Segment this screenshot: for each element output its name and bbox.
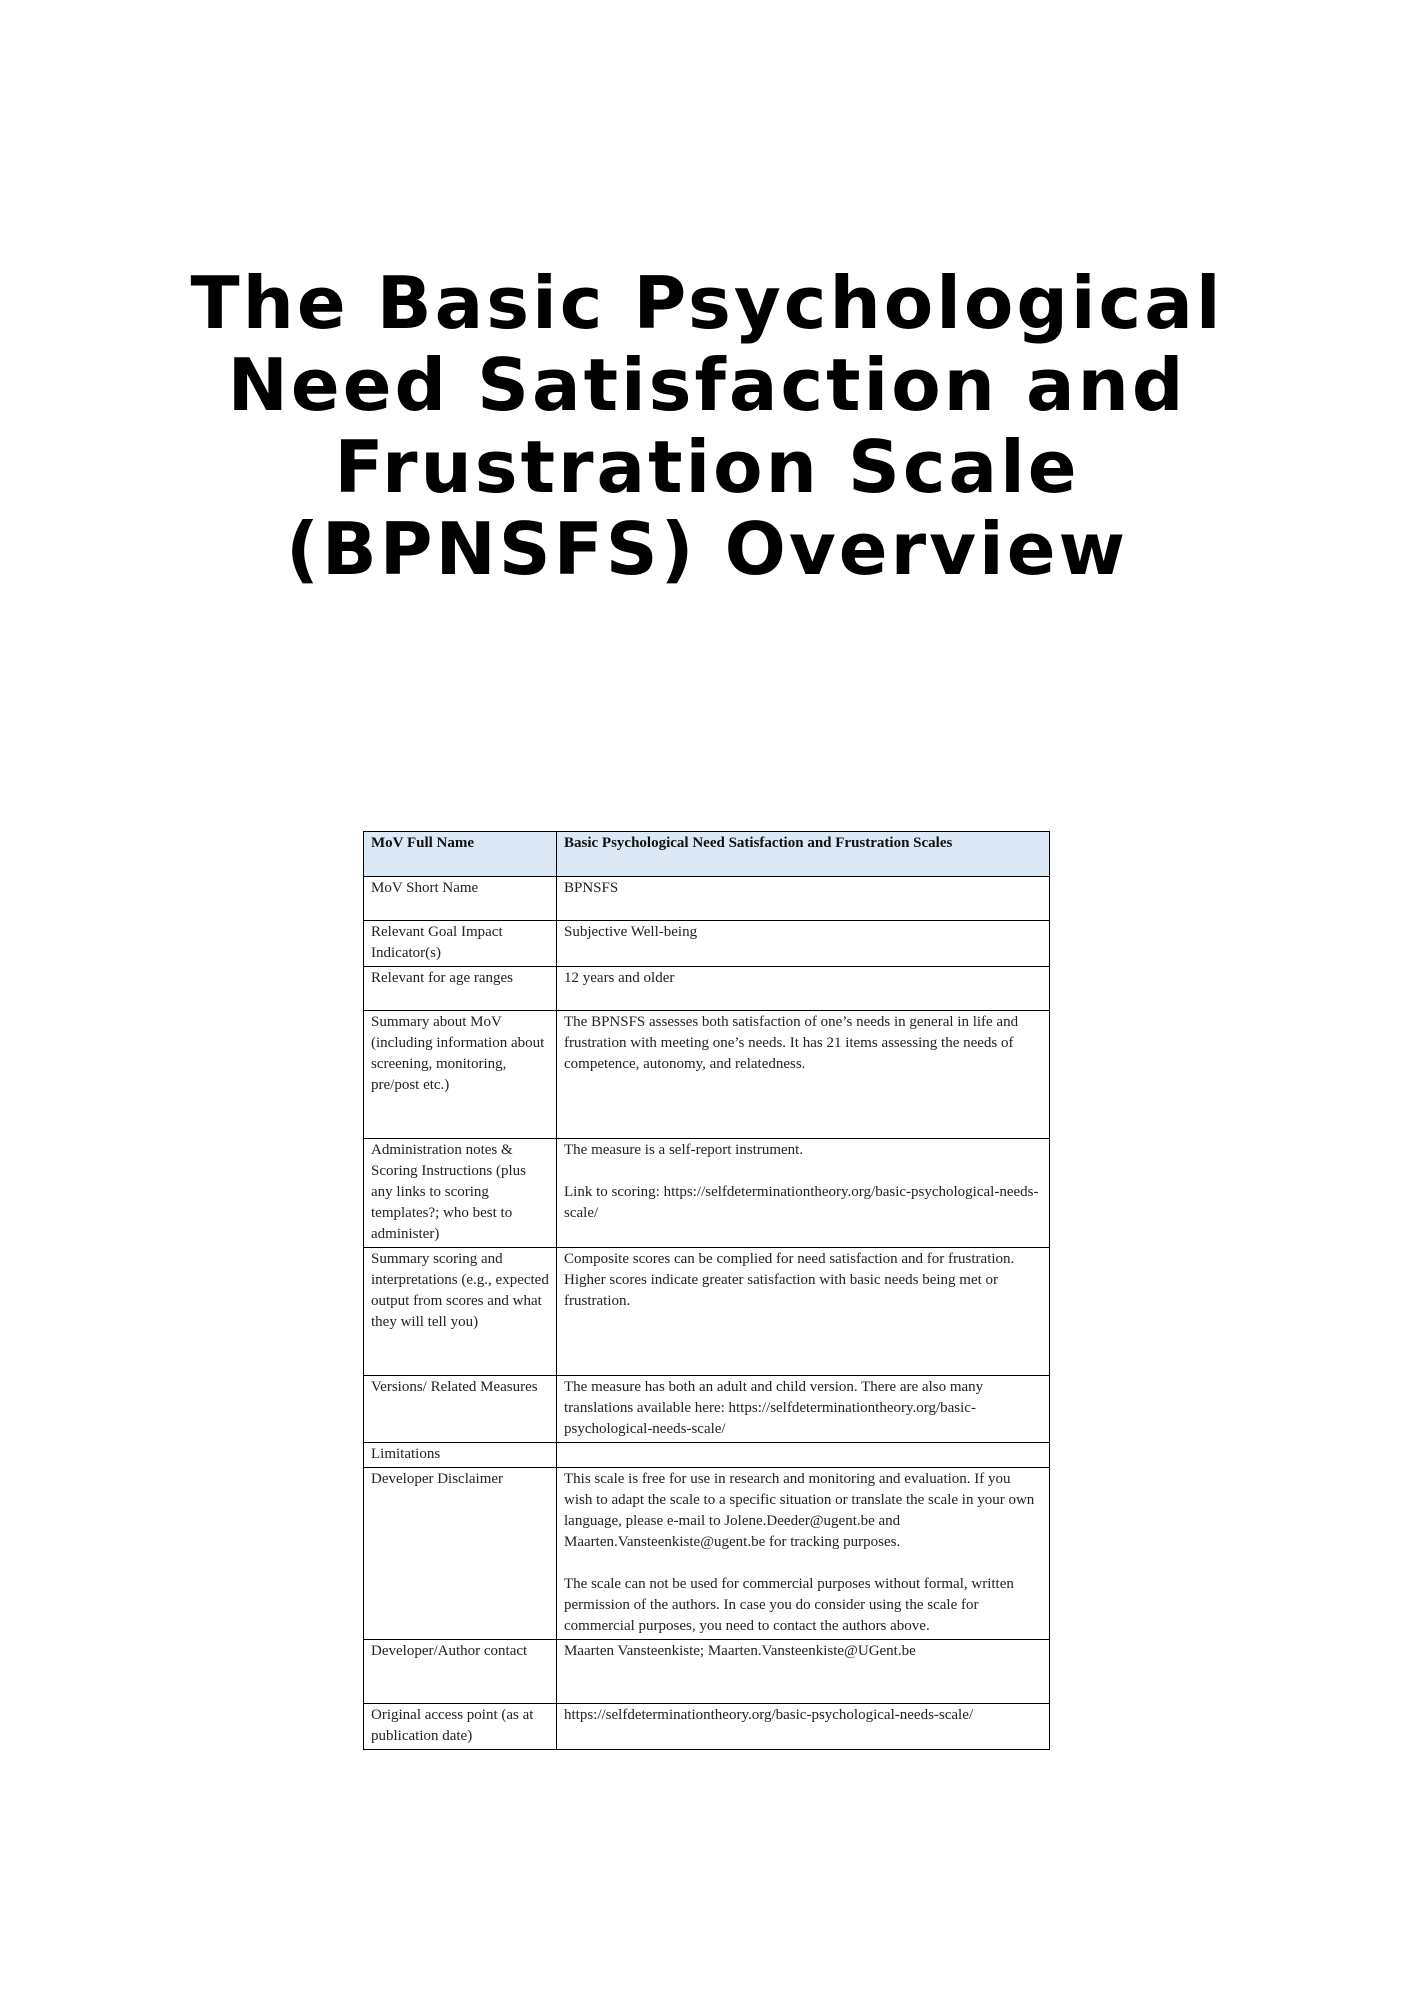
row-value-cell [557, 967, 1050, 1011]
table-row [364, 1376, 1050, 1443]
table-row [364, 967, 1050, 1011]
table-row [364, 1248, 1050, 1376]
value-paragraph: This scale is free for use in research and monitoring and evaluation. If you wish to adapt the scale to a specific situation or translate the scale in your own language, please e-mail to Jolene.Deeder@ugent.be and Maarten.Vansteenkiste@ugent.be for tracking purposes. [564, 1471, 1035, 1550]
header-value-cell: Basic Psychological Need Satisfaction and Frustration Scales [557, 832, 1050, 877]
header-label-cell: MoV Full Name [364, 832, 557, 877]
row-label-cell: Relevant for age ranges [364, 967, 557, 1011]
row-value-cell [557, 1640, 1050, 1704]
title-line: Frustration Scale [334, 425, 1080, 509]
row-value-cell [557, 1011, 1050, 1139]
value-paragraph: BPNSFS [564, 880, 619, 896]
row-value-cell [557, 1704, 1050, 1750]
mov-summary-table [363, 831, 1050, 1750]
row-label-cell: Versions/ Related Measures [364, 1376, 557, 1443]
row-label-cell: Developer Disclaimer [364, 1468, 557, 1640]
table-row [364, 877, 1050, 921]
row-label-cell: Summary scoring and interpretations (e.g., expected output from scores and what they will tell you) [364, 1248, 557, 1376]
row-value-cell [557, 1443, 1050, 1468]
value-paragraph: Maarten Vansteenkiste; Maarten.Vansteenkiste@UGent.be [564, 1643, 916, 1659]
table-header-row [364, 832, 1050, 877]
value-paragraph: The measure has both an adult and child version. There are also many translations available here: https://selfdeterminationtheory.org/basic-psychological-needs-scale/ [564, 1379, 984, 1437]
table-row [364, 921, 1050, 967]
row-label-cell: MoV Short Name [364, 877, 557, 921]
table-row [364, 1468, 1050, 1640]
row-label-cell: Administration notes & Scoring Instructions (plus any links to scoring templates?; who best to administer) [364, 1139, 557, 1248]
title-line: (BPNSFS) Overview [285, 507, 1129, 591]
row-value-cell [557, 1139, 1050, 1248]
value-paragraph: Link to scoring: https://selfdeterminationtheory.org/basic-psychological-needs-scale/ [564, 1184, 1039, 1221]
row-value-cell [557, 1468, 1050, 1640]
row-label-cell: Summary about MoV (including information about screening, monitoring, pre/post etc.) [364, 1011, 557, 1139]
value-paragraph: Composite scores can be complied for need satisfaction and for frustration. Higher scores indicate greater satisfaction with basic needs being met or frustration. [564, 1251, 1015, 1309]
title-line: The Basic Psychological [190, 261, 1224, 345]
value-paragraph: The scale can not be used for commercial purposes without formal, written permission of the authors. In case you do consider using the scale for commercial purposes, you need to contact the authors above. [564, 1576, 1014, 1634]
value-paragraph: Subjective Well-being [564, 924, 698, 940]
value-paragraph: 12 years and older [564, 970, 675, 986]
row-label-cell: Relevant Goal Impact Indicator(s) [364, 921, 557, 967]
table-row [364, 1640, 1050, 1704]
value-paragraph: The BPNSFS assesses both satisfaction of one’s needs in general in life and frustration with meeting one’s needs. It has 21 items assessing the needs of competence, autonomy, and relatedness. [564, 1014, 1019, 1072]
table-row [364, 1011, 1050, 1139]
row-label-cell: Original access point (as at publication date) [364, 1704, 557, 1750]
page-title [107, 262, 1307, 590]
value-paragraph: The measure is a self-report instrument. [564, 1142, 804, 1158]
row-value-cell [557, 921, 1050, 967]
table-row [364, 1139, 1050, 1248]
row-label-cell: Limitations [364, 1443, 557, 1468]
table-row [364, 1704, 1050, 1750]
value-paragraph: https://selfdeterminationtheory.org/basic-psychological-needs-scale/ [564, 1707, 974, 1723]
row-value-cell [557, 877, 1050, 921]
table-row [364, 1443, 1050, 1468]
row-label-cell: Developer/Author contact [364, 1640, 557, 1704]
row-value-cell [557, 1376, 1050, 1443]
title-line: Need Satisfaction and [227, 343, 1187, 427]
row-value-cell [557, 1248, 1050, 1376]
